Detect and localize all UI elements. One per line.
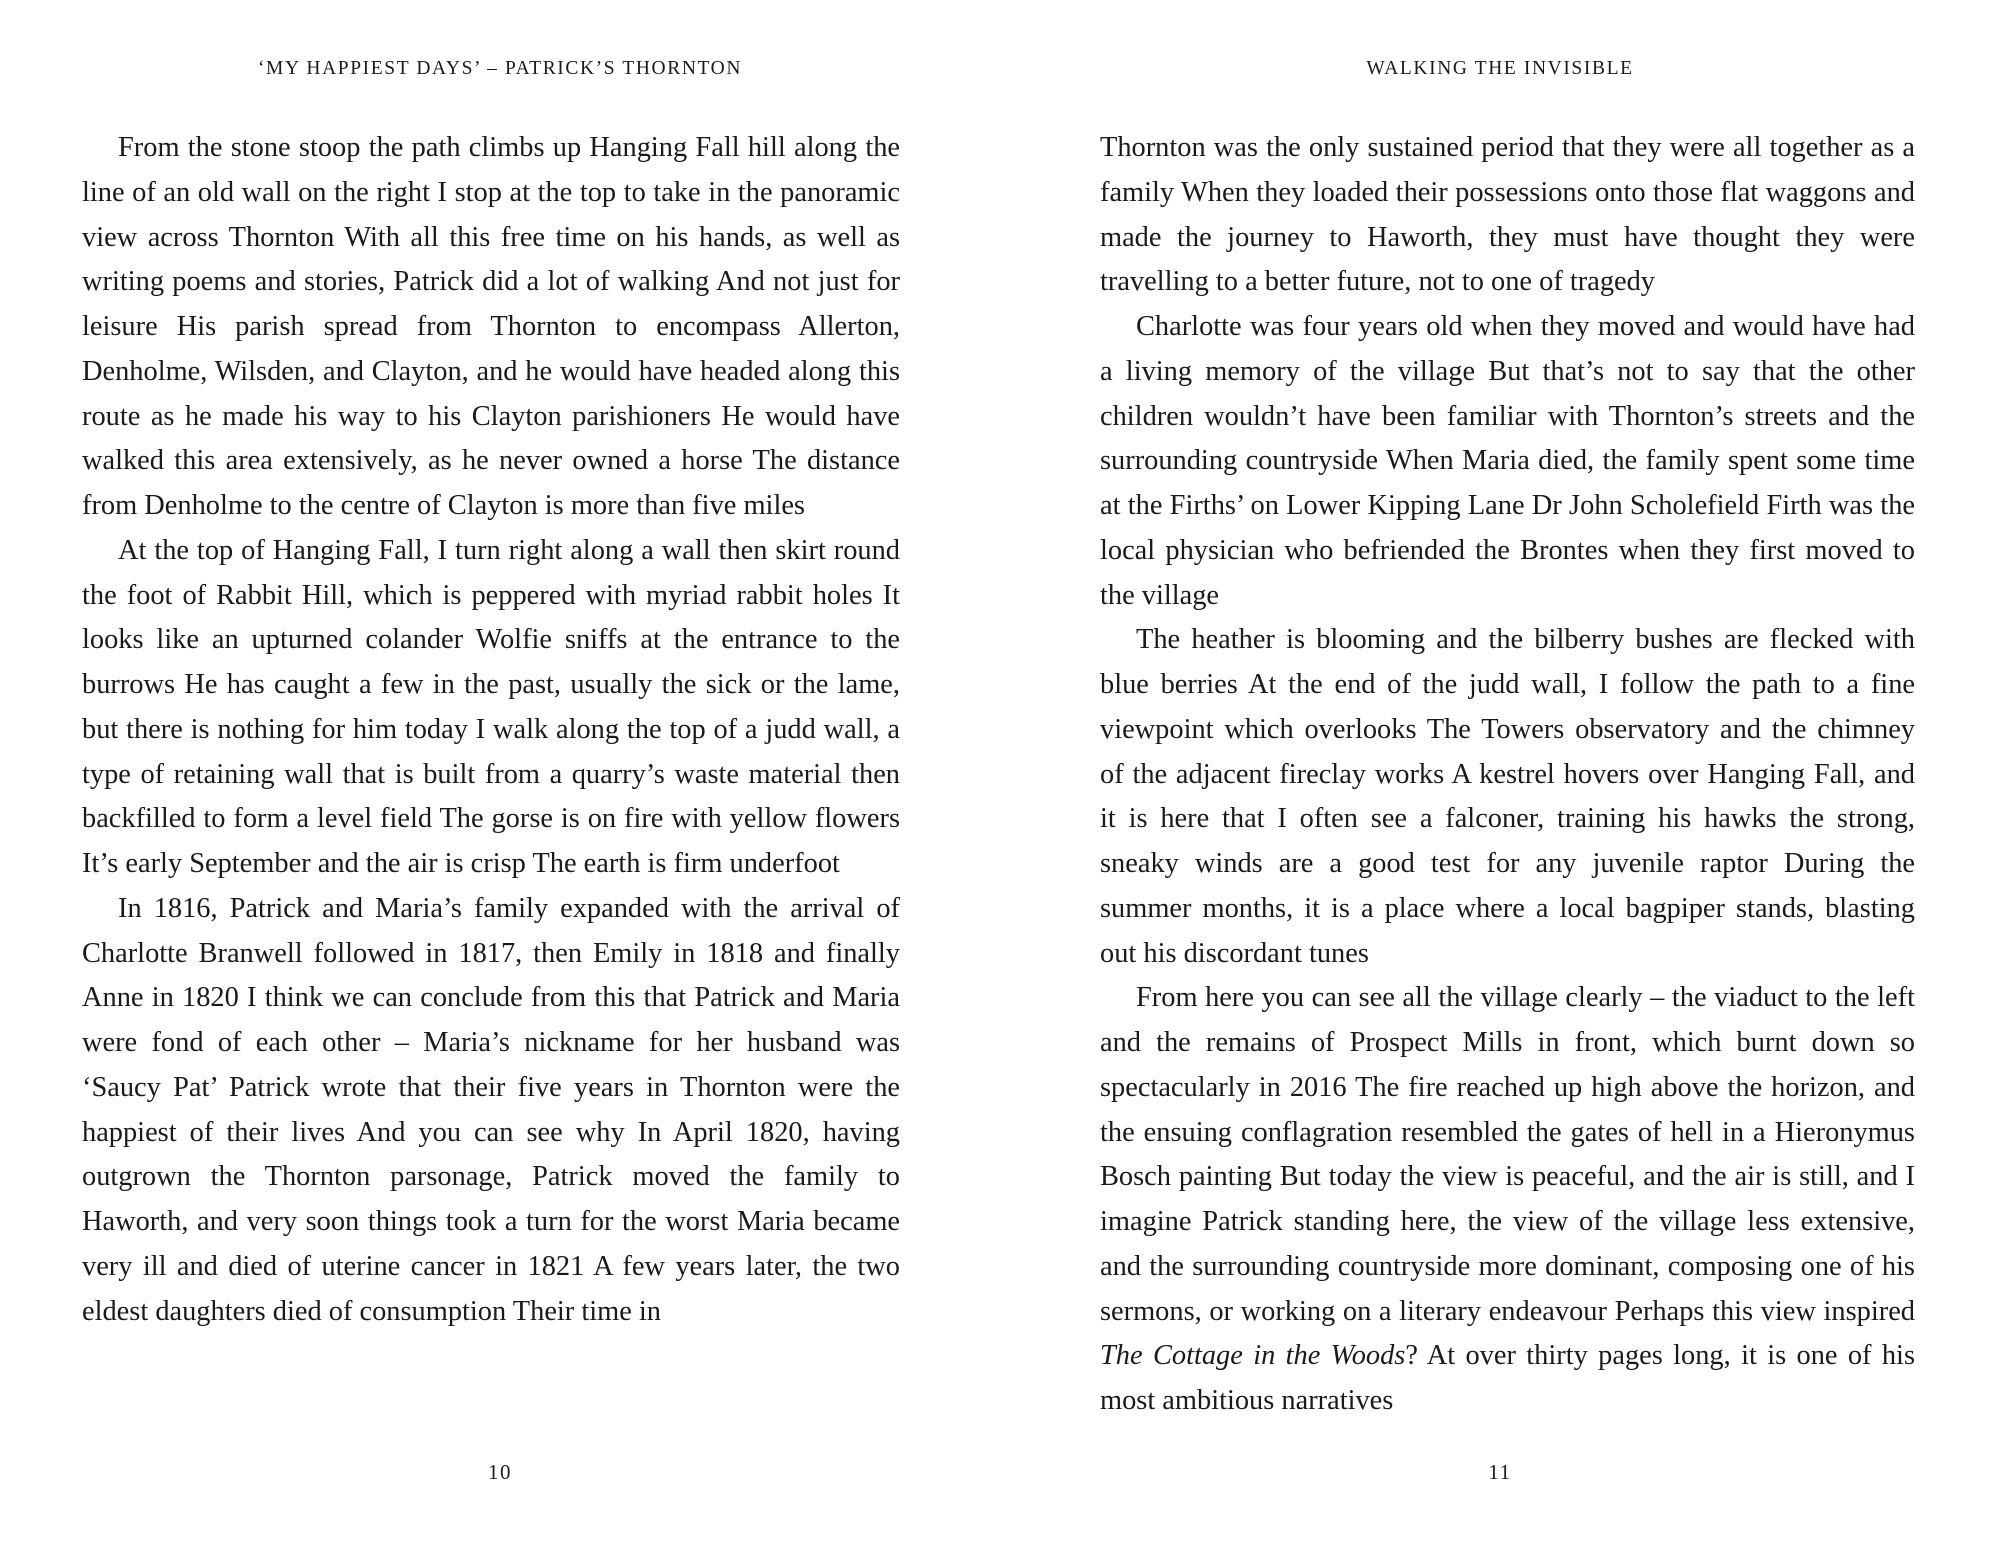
right-running-head: WALKING THE INVISIBLE [1366,58,1634,79]
work-title: The Cottage in the Woods [1100,1340,1406,1372]
right-paragraph-4-text-b: ? At over thirty pages long, it is one of his most ambitious narratives [1100,1340,1915,1416]
right-page-body [1100,126,1915,1424]
right-paragraph-3: The heather is blooming and the bilberry bushes are flecked with blue berries At the end of the judd wall, I follow the path to a fine viewpoint which overlooks The Towers observatory and the chimney of the adjacent fireclay works A kestrel hovers over Hanging Fall, and it is here that I often see a falconer, training his hawks the strong, sneaky winds are a good test for any juvenile raptor During the summer months, it is a place where a local bagpiper stands, blasting out his discordant tunes [1100,624,1915,969]
right-paragraph-1: Thornton was the only sustained period that they were all together as a family When they loaded their possessions onto those flat waggons and made the journey to Haworth, they must have thought they were travelling to a better future, not to one of tragedy [1100,132,1915,298]
right-paragraph-4-text-a: From here you can see all the village clearly – the viaduct to the left and the remains of Prospect Mills in front, which burnt down so spectacularly in 2016 The fire reached up high above the horizon, and the ensuing conflagration resembled the gates of hell in a Hieronymus Bosch painting But today the view is peaceful, and the air is still, and I imagine Patrick standing here, the view of the village less extensive, and the surrounding countryside more dominant, composing one of his sermons, or working on a literary endeavour Perhaps this view inspired [1100,982,1915,1327]
right-paragraph-4 [1100,976,1915,1424]
left-page-body [82,126,900,1334]
right-paragraph-2: Charlotte was four years old when they moved and would have had a living memory of the village But that’s not to say that the other children wouldn’t have been familiar with Thornton’s streets and the surrounding countryside When Maria died, the family spent some time at the Firths’ on Lower Kipping Lane Dr John Scholefield Firth was the local physician who befriended the Brontes when they first moved to the village [1100,311,1915,611]
left-paragraph-3: In 1816, Patrick and Maria’s family expanded with the arrival of Charlotte Branwell followed in 1817, then Emily in 1818 and finally Anne in 1820 I think we can conclude from this that Patrick and Maria were fond of each other – Maria’s nickname for her husband was ‘Saucy Pat’ Patrick wrote that their five years in Thornton were the happiest of their lives And you can see why In April 1820, having outgrown the Thornton parsonage, Patrick moved the family to Haworth, and very soon things took a turn for the worst Maria became very ill and died of uterine cancer in 1821 A few years later, the two eldest daughters died of consumption Their time in [82,892,900,1327]
left-running-head: ‘MY HAPPIEST DAYS’ – PATRICK’S THORNTON [257,58,743,79]
right-page [1000,0,2000,1563]
left-paragraph-2: At the top of Hanging Fall, I turn right along a wall then skirt round the foot of Rabbit Hill, which is peppered with myriad rabbit holes It looks like an upturned colander Wolfie sniffs at the entrance to the burrows He has caught a few in the past, usually the sick or the lame, but there is nothing for him today I walk along the top of a judd wall, a type of retaining wall that is built from a quarry’s waste material then backfilled to form a level field The gorse is on fire with yellow flowers It’s early September and the air is crisp The earth is firm underfoot [82,534,900,879]
left-paragraph-1: From the stone stoop the path climbs up Hanging Fall hill along the line of an old wall on the right I stop at the top to take in the panoramic view across Thornton With all this free time on his hands, as well as writing poems and stories, Patrick did a lot of walking And not just for leisure His parish spread from Thornton to encompass Allerton, Denholme, Wilsden, and Clayton, and he would have headed along this route as he made his way to his Clayton parishioners He would have walked this area extensively, as he never owned a horse The distance from Denholme to the centre of Clayton is more than five miles [82,132,900,521]
left-page-number: 10 [488,1460,512,1484]
right-page-number: 11 [1488,1460,1512,1484]
